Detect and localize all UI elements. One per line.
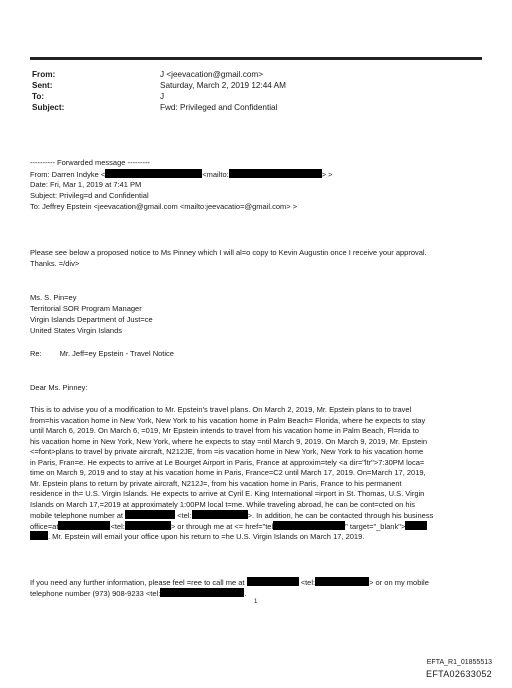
- redaction-block: [273, 521, 345, 530]
- body-line: his vacation home in New York, New York, where he expects to stay =ntil March 9, 2019. On March 9, 2019, Mr. Epstein: [30, 436, 428, 446]
- page-number: 1: [254, 599, 258, 605]
- body-line: until March 6, 2019. On March 6, =019, Mr Epstein intends to travel from his vacation home in Palm Beach, Fl=rida to: [30, 426, 419, 435]
- forward-from-prefix: From: Darren Indyke <: [30, 170, 106, 179]
- body-line: Mr. Epstein plans to return by private aircraft, N212J=, from his vacation home in Paris, France to his permanent: [30, 478, 402, 488]
- redaction-block: [192, 510, 248, 519]
- redaction-block: [247, 577, 299, 586]
- closing-line-2: [30, 588, 246, 599]
- header-rule: [30, 57, 482, 60]
- from-label: From:: [32, 70, 56, 79]
- forward-from-end: > >: [321, 170, 333, 179]
- redaction-block: [229, 169, 322, 178]
- redaction-block: [58, 521, 110, 530]
- closing-line-1: [30, 577, 429, 588]
- subject-value: Fwd: Privileged and Confidential: [160, 103, 278, 112]
- body-paragraph: [30, 405, 480, 542]
- address-department: Virgin Islands Department of Just=ce: [30, 315, 153, 324]
- body-line: residence in th= U.S. Virgin Islands. He expects to arrive at Cyril E. King International =irport in St. Thomas, U.S. Virgin: [30, 489, 425, 498]
- from-value: J <jeevacation@gmail.com>: [160, 70, 263, 79]
- forward-to: To: Jeffrey Epstein <jeevacation@gmail.com <mailto:jeevacatio=@gmail.com> >: [30, 202, 298, 211]
- re-text: Mr. Jeff=ey Epstein - Travel Notice: [59, 349, 174, 358]
- redaction-block: [405, 521, 427, 530]
- body-line: <=font>plans to travel by private aircraft, N212JE, from =is vacation home in New York, New York to his vacation home: [30, 447, 424, 456]
- bates-number-secondary: EFTA02633052: [426, 669, 492, 679]
- to-label: To:: [32, 92, 45, 101]
- closing-text: <tel:: [300, 578, 316, 587]
- body-line: [30, 521, 480, 532]
- body-line: [30, 531, 480, 542]
- redaction-block: [160, 588, 247, 598]
- closing-text: telephone number (973) 908-9233 <tel:: [30, 589, 161, 598]
- body-line: from=his vacation home in New York, New York to his vacation home in Palm Beach= Florida, where he expects to stay: [30, 415, 426, 425]
- forward-date: Date: Fri, Mar 1, 2019 at 7:41 PM: [30, 180, 142, 189]
- address-title: Territorial SOR Program Manager: [30, 304, 142, 313]
- body-text: <tel:: [110, 521, 125, 531]
- re-line: [30, 349, 174, 359]
- forward-from: [30, 169, 333, 180]
- body-text: " target="_blank">: [345, 521, 406, 531]
- salutation: Dear Ms. Pinney:: [30, 383, 88, 392]
- body-line: in Paris, Fran=e. He expects to arrive at Le Bourget Airport in Paris, France at approxim=tely <a dir="ltr">7:30PM loca=: [30, 457, 425, 467]
- body-line: [30, 510, 480, 521]
- sent-value: Saturday, March 2, 2019 12:44 AM: [160, 81, 286, 90]
- address-location: United States Virgin Islands: [30, 326, 122, 335]
- forward-subject: Subject: Privileg=d and Confidential: [30, 191, 149, 200]
- intro-line-1: Please see below a proposed notice to Ms Pinney which I will al=o copy to Kevin Augustin once I receive your approval.: [30, 248, 427, 257]
- subject-label: Subject:: [32, 103, 65, 112]
- body-text: . Mr. Epstein will email your office upon his return to =he U.S. Virgin Islands on March 17, 2019.: [48, 532, 365, 541]
- intro-line-2: Thanks. =/div>: [30, 259, 80, 268]
- body-text: > or through me at <= href="tel: [170, 521, 274, 531]
- body-text: office=at: [30, 521, 59, 531]
- closing-text: .: [244, 589, 247, 598]
- address-name: Ms. S. Pin=ey: [30, 293, 77, 302]
- redaction-block: [105, 169, 202, 178]
- forward-from-mailto: <mailto:: [202, 170, 229, 179]
- forward-marker: ---------- Forwarded message ---------: [30, 158, 150, 167]
- body-line: Islands on March 17,=2019 at approximately 1:00PM local t=me. While traveling abroad, he can be cont=cted on his: [30, 499, 416, 509]
- bates-number-primary: EFTA_R1_01855513: [426, 659, 492, 666]
- redaction-block: [125, 521, 171, 530]
- re-label: Re:: [30, 349, 42, 358]
- closing-text: If you need any further information, please feel =ree to call me at: [30, 578, 245, 587]
- redaction-block: [315, 577, 369, 586]
- to-value: J: [160, 92, 165, 101]
- sent-label: Sent:: [32, 81, 53, 90]
- body-text: mobile telephone number at: [30, 511, 123, 520]
- closing-text: > or on my mobile: [369, 578, 429, 587]
- body-text: <tel:: [177, 511, 192, 520]
- body-line: time on March 9, 2019 and to stay at his vacation home in Paris, France=C2 until March 17, 2019. On=March 17, 2019,: [30, 468, 426, 477]
- redaction-block: [125, 510, 175, 519]
- redaction-block: [30, 531, 48, 540]
- body-line: This is to advise you of a modification to Mr. Epstein's travel plans. On March 2, 2019, Mr. Epstein plans to to travel: [30, 405, 412, 414]
- body-text: >. In addition, he can be contacted through his business: [247, 511, 434, 520]
